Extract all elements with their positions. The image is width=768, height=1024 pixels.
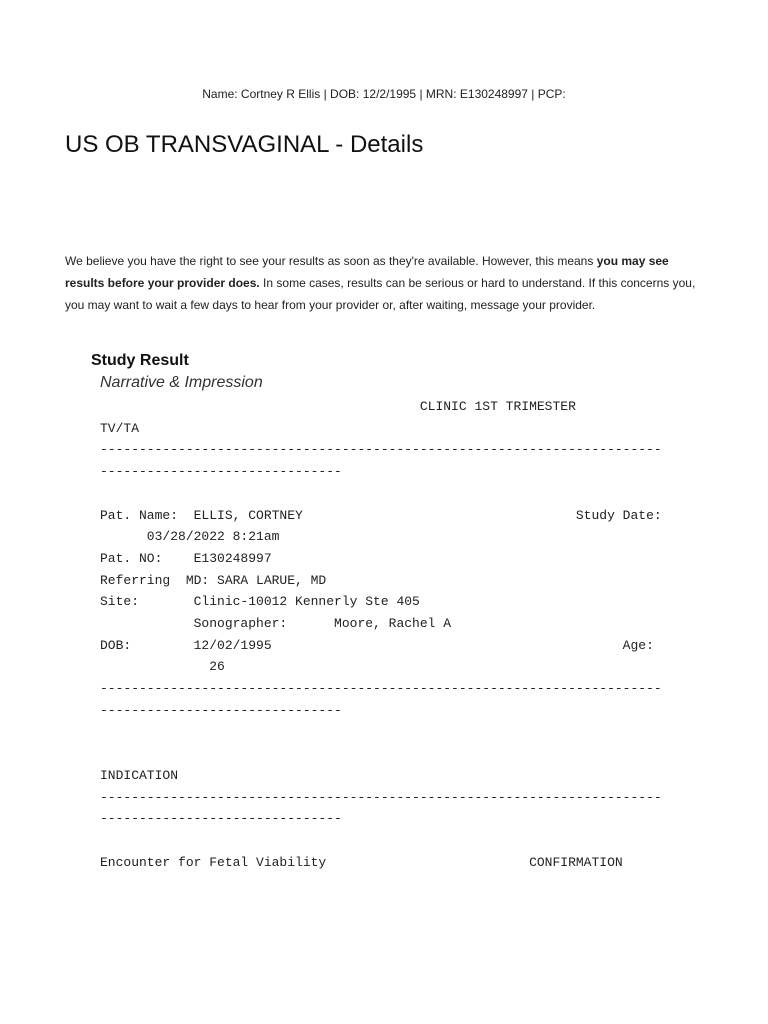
study-result-heading: Study Result — [91, 352, 189, 369]
report-line: TV/TA — [100, 420, 140, 436]
disclaimer-text-1: We believe you have the right to see your results as soon as they're available. However, this means — [65, 254, 597, 268]
report-line — [100, 483, 700, 505]
report-line: ------------------------------------------------------------------------ — [100, 442, 662, 458]
report-line: Pat. Name: ELLIS, CORTNEY Study Date: — [100, 507, 662, 523]
report-line: ------------------------------- — [100, 464, 342, 480]
report-line: CLINIC 1ST TRIMESTER — [100, 399, 576, 414]
report-line: Sonographer: Moore, Rachel A — [100, 616, 452, 632]
report-line: 03/28/2022 8:21am — [100, 529, 280, 545]
disclaimer-bold-text: you may see results before your provider does. — [65, 254, 669, 290]
page-title: US OB TRANSVAGINAL - Details — [65, 131, 424, 158]
report-line: ------------------------------- — [100, 702, 342, 718]
report-narrative — [100, 396, 700, 873]
report-line: Pat. NO: E130248997 — [100, 550, 272, 566]
report-line: Referring MD: SARA LARUE, MD — [100, 572, 327, 588]
report-line: ------------------------------- — [100, 811, 342, 827]
narrative-impression-heading: Narrative & Impression — [100, 374, 263, 391]
report-line: ------------------------------------------------------------------------ — [100, 789, 662, 805]
report-line — [100, 830, 700, 852]
report-line: Site: Clinic-10012 Kennerly Ste 405 — [100, 594, 420, 610]
results-disclaimer — [65, 250, 705, 316]
disclaimer-text-2: In some cases, results can be serious or hard to understand. If this concerns you, you may want to wait a few days to hear from your provider or, after waiting, message your provider. — [65, 276, 696, 312]
report-line: Encounter for Fetal Viability CONFIRMATION — [100, 854, 623, 870]
report-line: ------------------------------------------------------------------------ — [100, 681, 662, 697]
report-line: 26 — [100, 659, 225, 675]
report-line — [100, 722, 700, 744]
report-line: DOB: 12/02/1995 Age: — [100, 637, 654, 653]
report-line: INDICATION — [100, 767, 179, 783]
patient-header: Name: Cortney R Ellis | DOB: 12/2/1995 | MRN: E130248997 | PCP: — [202, 87, 566, 101]
report-line — [100, 743, 700, 765]
